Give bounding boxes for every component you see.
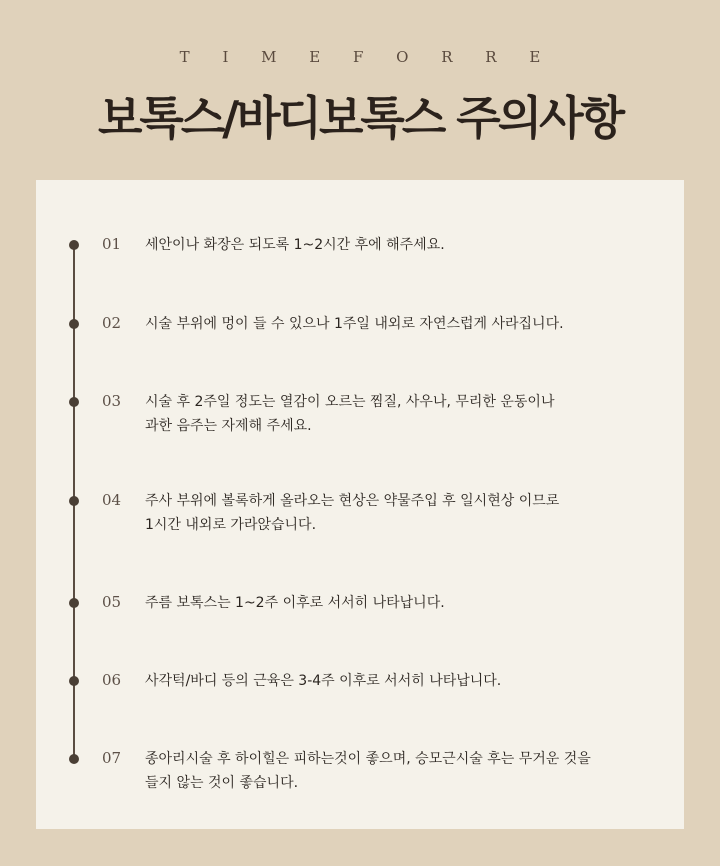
brand-name: T I M E F O R R E	[179, 48, 555, 66]
item-number: 06	[102, 671, 122, 689]
timeline-dot	[69, 319, 79, 329]
item-text: 종아리시술 후 하이힐은 피하는것이 좋으며, 승모근시술 후는 무거운 것을 들지 않는 것이 좋습니다.	[145, 751, 591, 791]
item-number: 05	[102, 593, 122, 611]
timeline-dot	[69, 397, 79, 407]
timeline-dot	[69, 240, 79, 250]
page-title: 보톡스/바디보톡스 주의사항	[97, 91, 623, 145]
item-number: 02	[102, 314, 122, 332]
item-text: 주름 보톡스는 1~2주 이후로 서서히 나타납니다.	[145, 595, 445, 611]
timeline-dot	[69, 754, 79, 764]
timeline-dot	[69, 598, 79, 608]
item-number: 03	[102, 392, 122, 410]
item-number: 04	[102, 491, 122, 509]
item-text: 주사 부위에 볼록하게 올라오는 현상은 약물주입 후 일시현상 이므로 1시간 내외로 가라앉습니다.	[145, 493, 560, 533]
item-text: 시술 부위에 멍이 들 수 있으나 1주일 내외로 자연스럽게 사라집니다.	[145, 316, 564, 332]
timeline-dot	[69, 676, 79, 686]
item-text: 세안이나 화장은 되도록 1~2시간 후에 해주세요.	[145, 237, 445, 253]
timeline-dot	[69, 496, 79, 506]
item-text: 사각턱/바디 등의 근육은 3-4주 이후로 서서히 나타납니다.	[145, 673, 502, 689]
item-text: 시술 후 2주일 정도는 열감이 오르는 찜질, 사우나, 무리한 운동이나 과한 음주는 자제해 주세요.	[145, 394, 555, 434]
item-number: 07	[102, 749, 122, 767]
item-number: 01	[102, 235, 122, 253]
